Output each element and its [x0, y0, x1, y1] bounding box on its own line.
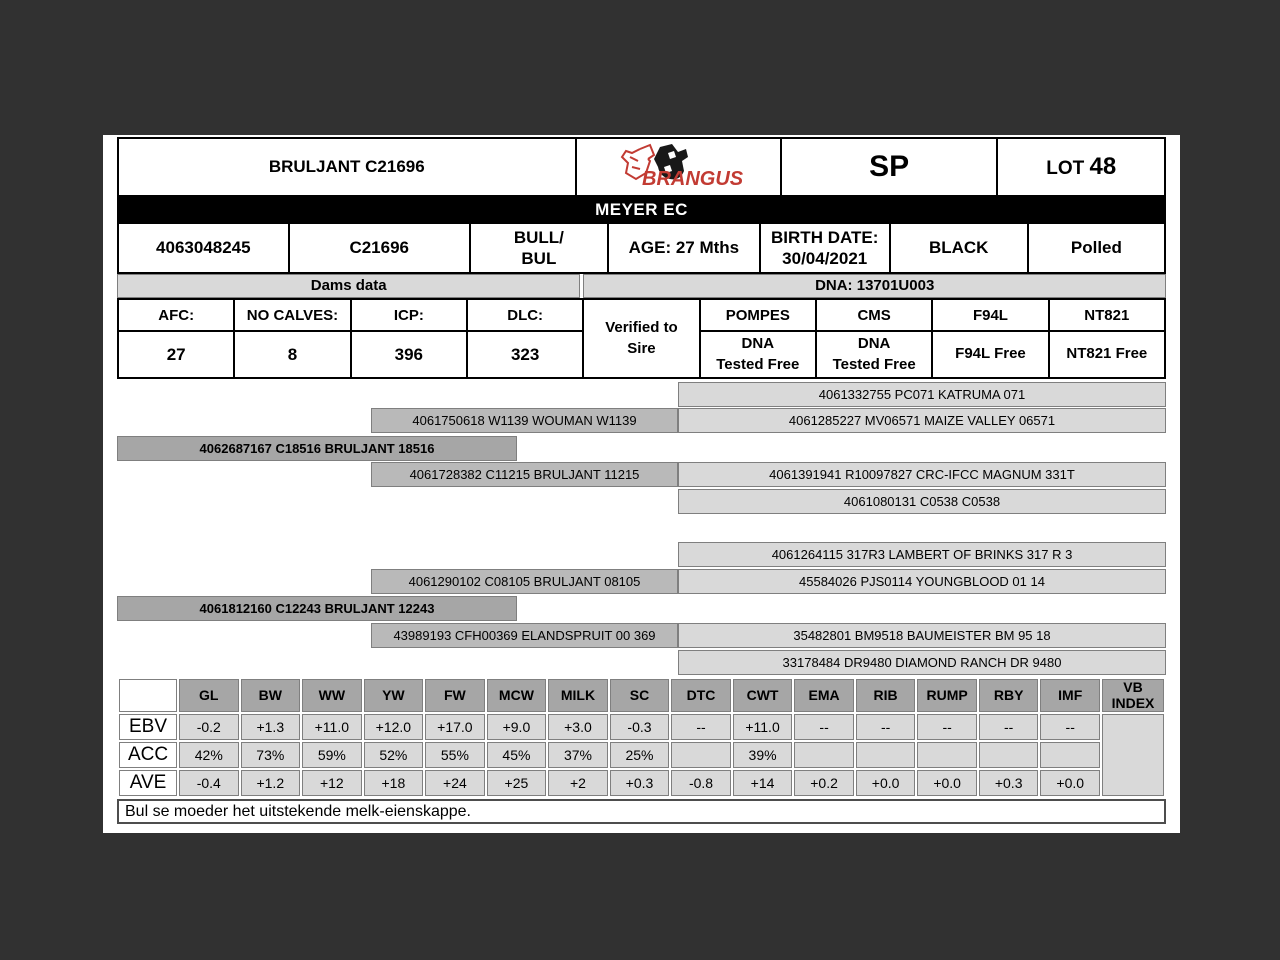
ebv-value-cell: +14 — [733, 770, 793, 796]
ebv-column-header-mcw: MCW — [487, 679, 547, 712]
ebv-column-header-sc: SC — [610, 679, 670, 712]
ebv-table — [117, 677, 1166, 798]
dlc-label: DLC: — [467, 299, 583, 331]
test-name-cms: CMS — [816, 299, 932, 331]
ebv-value-cell: +9.0 — [487, 714, 547, 740]
test-result-cms — [816, 331, 932, 378]
ebv-value-cell: -0.2 — [179, 714, 239, 740]
pedigree-dam-dam-sire: 35482801 BM9518 BAUMEISTER BM 95 18 — [678, 623, 1166, 648]
pedigree-dam-sire: 4061290102 C08105 BRULJANT 08105 — [371, 569, 678, 594]
catalog-content — [117, 137, 1166, 824]
pedigree-sire-sire-sire: 4061332755 PC071 KATRUMA 071 — [678, 382, 1166, 407]
ebv-value-cell: -- — [856, 714, 916, 740]
ebv-value-cell: +0.2 — [794, 770, 854, 796]
ebv-row-label-ebv: EBV — [119, 714, 177, 740]
ebv-column-header-milk: MILK — [548, 679, 608, 712]
sex-cell — [470, 223, 608, 273]
pedigree-chart — [117, 379, 1166, 675]
ebv-corner-cell — [119, 679, 177, 712]
ebv-value-cell — [979, 742, 1039, 768]
dam-stats-table — [117, 298, 1166, 379]
ebv-value-cell: +24 — [425, 770, 485, 796]
sex-line2: BUL — [521, 249, 557, 268]
ebv-column-header-yw: YW — [364, 679, 424, 712]
animal-name: BRULJANT C21696 — [118, 138, 576, 196]
vb-header-line2: INDEX — [1111, 694, 1155, 711]
pedigree-sire-sire-dam: 4061285227 MV06571 MAIZE VALLEY 06571 — [678, 408, 1166, 433]
result-line: NT821 Free — [1066, 345, 1148, 363]
ebv-value-cell: +11.0 — [733, 714, 793, 740]
ebv-value-cell: +2 — [548, 770, 608, 796]
ebv-value-cell: +12 — [302, 770, 362, 796]
ebv-value-cell: 55% — [425, 742, 485, 768]
vb-header-line1: VB — [1123, 679, 1143, 696]
ebv-value-cell: -0.8 — [671, 770, 731, 796]
ebv-value-cell: -0.3 — [610, 714, 670, 740]
test-result-pompes — [700, 331, 816, 378]
test-result-f94l — [932, 331, 1048, 378]
result-line: Tested Free — [832, 355, 916, 373]
ebv-value-cell: 52% — [364, 742, 424, 768]
ebv-value-cell: +3.0 — [548, 714, 608, 740]
pedigree-dam: 4061812160 C12243 BRULJANT 12243 — [117, 596, 517, 621]
brangus-logo — [579, 139, 778, 195]
test-name-f94l: F94L — [932, 299, 1048, 331]
dams-data-header: Dams data — [117, 274, 580, 298]
ebv-value-cell: +1.2 — [241, 770, 301, 796]
ebv-value-cell: +0.3 — [610, 770, 670, 796]
ebv-value-cell: 37% — [548, 742, 608, 768]
no-calves-value: 8 — [234, 331, 350, 378]
ebv-column-header-fw: FW — [425, 679, 485, 712]
pedigree-dam-sire-sire: 4061264115 317R3 LAMBERT OF BRINKS 317 R 3 — [678, 542, 1166, 567]
ebv-value-cell: +1.3 — [241, 714, 301, 740]
ebv-value-cell: -- — [979, 714, 1039, 740]
result-line: DNA — [741, 335, 775, 353]
lot-label: LOT — [1046, 158, 1085, 179]
header-table — [117, 137, 1166, 197]
ebv-value-cell: -0.4 — [179, 770, 239, 796]
verified-line2: Sire — [627, 339, 656, 357]
afc-value: 27 — [118, 331, 234, 378]
icp-label: ICP: — [351, 299, 467, 331]
pedigree-sire-dam-dam: 4061080131 C0538 C0538 — [678, 489, 1166, 514]
ebv-column-header-imf: IMF — [1040, 679, 1100, 712]
test-name-pompes: POMPES — [700, 299, 816, 331]
logo-text: BRANGUS — [642, 168, 744, 190]
vb-index-value-cell — [1102, 714, 1164, 796]
registration-number: 4063048245 — [118, 223, 289, 273]
ebv-value-cell: 59% — [302, 742, 362, 768]
ebv-value-cell: +18 — [364, 770, 424, 796]
ebv-column-header-rib: RIB — [856, 679, 916, 712]
ebv-value-cell: +0.0 — [856, 770, 916, 796]
pedigree-sire: 4062687167 C18516 BRULJANT 18516 — [117, 436, 517, 461]
result-line: F94L Free — [955, 345, 1026, 363]
breeder-bar: MEYER EC — [117, 197, 1166, 222]
catalog-page — [103, 135, 1180, 833]
ebv-column-header-gl: GL — [179, 679, 239, 712]
ebv-value-cell: +17.0 — [425, 714, 485, 740]
ebv-value-cell — [794, 742, 854, 768]
ebv-value-cell: -- — [794, 714, 854, 740]
ebv-column-header-dtc: DTC — [671, 679, 731, 712]
ebv-row-label-ave: AVE — [119, 770, 177, 796]
test-name-nt821: NT821 — [1049, 299, 1165, 331]
ebv-value-cell: +0.3 — [979, 770, 1039, 796]
lot-number: 48 — [1089, 153, 1117, 180]
ebv-value-cell — [671, 742, 731, 768]
identity-table — [117, 222, 1166, 274]
lot-cell — [997, 138, 1165, 196]
afc-label: AFC: — [118, 299, 234, 331]
dlc-value: 323 — [467, 331, 583, 378]
section-bar — [117, 274, 1166, 298]
ebv-column-header-ema: EMA — [794, 679, 854, 712]
ebv-column-header-rby: RBY — [979, 679, 1039, 712]
icp-value: 396 — [351, 331, 467, 378]
ebv-value-cell: 25% — [610, 742, 670, 768]
birth-date-label: BIRTH DATE: — [771, 227, 879, 247]
birth-date-value: 30/04/2021 — [782, 249, 868, 268]
ebv-value-cell: +11.0 — [302, 714, 362, 740]
ebv-column-header-ww: WW — [302, 679, 362, 712]
ebv-value-cell: 73% — [241, 742, 301, 768]
ebv-row-label-acc: ACC — [119, 742, 177, 768]
verified-to-sire-cell — [583, 299, 699, 378]
verified-line1: Verified to — [605, 319, 678, 337]
ebv-value-cell: +25 — [487, 770, 547, 796]
result-line: Tested Free — [716, 355, 800, 373]
ebv-value-cell: +0.0 — [1040, 770, 1100, 796]
coat-color: BLACK — [890, 223, 1028, 273]
ebv-value-cell: -- — [671, 714, 731, 740]
ebv-value-cell: 39% — [733, 742, 793, 768]
cattle-logo-icon — [598, 143, 758, 191]
age-cell: AGE: 27 Mths — [608, 223, 760, 273]
remarks-note: Bul se moeder het uitstekende melk-eienskappe. — [117, 799, 1166, 824]
ebv-value-cell: -- — [1040, 714, 1100, 740]
tattoo-number: C21696 — [289, 223, 470, 273]
horn-status: Polled — [1028, 223, 1165, 273]
ebv-value-cell: 42% — [179, 742, 239, 768]
ebv-column-header-vb-index — [1102, 679, 1164, 712]
ebv-value-cell — [1040, 742, 1100, 768]
no-calves-label: NO CALVES: — [234, 299, 350, 331]
ebv-column-header-cwt: CWT — [733, 679, 793, 712]
classification-code: SP — [781, 138, 998, 196]
pedigree-dam-sire-dam: 45584026 PJS0114 YOUNGBLOOD 01 14 — [678, 569, 1166, 594]
birth-date-cell — [760, 223, 890, 273]
ebv-value-cell: +0.0 — [917, 770, 977, 796]
ebv-value-cell — [917, 742, 977, 768]
ebv-value-cell: 45% — [487, 742, 547, 768]
breed-logo-cell — [576, 138, 781, 196]
sex-line1: BULL/ — [513, 227, 564, 247]
test-result-nt821 — [1049, 331, 1165, 378]
pedigree-sire-dam-sire: 4061391941 R10097827 CRC-IFCC MAGNUM 331T — [678, 462, 1166, 487]
ebv-value-cell — [856, 742, 916, 768]
pedigree-dam-dam-dam: 33178484 DR9480 DIAMOND RANCH DR 9480 — [678, 650, 1166, 675]
dna-number: DNA: 13701U003 — [583, 274, 1166, 298]
pedigree-sire-dam: 4061728382 C11215 BRULJANT 11215 — [371, 462, 678, 487]
pedigree-dam-dam: 43989193 CFH00369 ELANDSPRUIT 00 369 — [371, 623, 678, 648]
result-line: DNA — [857, 335, 891, 353]
ebv-column-header-bw: BW — [241, 679, 301, 712]
ebv-column-header-rump: RUMP — [917, 679, 977, 712]
ebv-value-cell: -- — [917, 714, 977, 740]
ebv-value-cell: +12.0 — [364, 714, 424, 740]
pedigree-sire-sire: 4061750618 W1139 WOUMAN W1139 — [371, 408, 678, 433]
